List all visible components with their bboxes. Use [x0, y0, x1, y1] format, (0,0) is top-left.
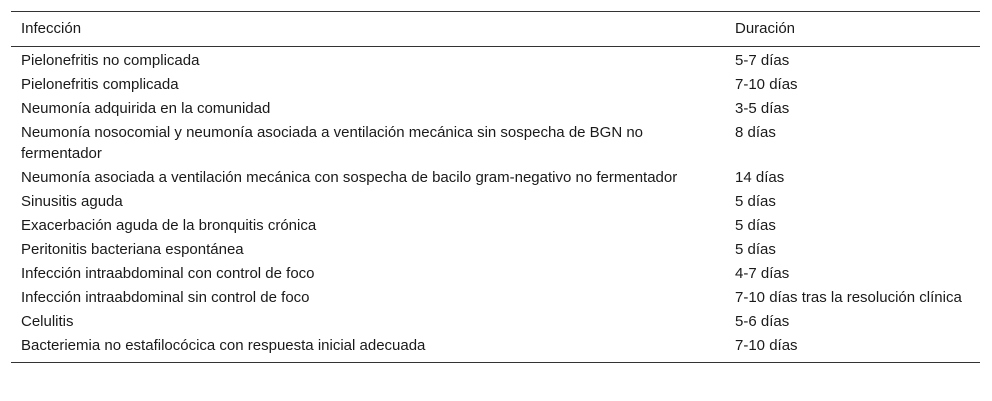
- table-row: [11, 97, 980, 121]
- table-row: [11, 166, 980, 190]
- duration-table-container: [11, 11, 980, 363]
- table-row: [11, 238, 980, 262]
- table-row: [11, 47, 980, 74]
- table-row: [11, 286, 980, 310]
- table-row: [11, 310, 980, 334]
- header-infection: Infección: [21, 20, 82, 37]
- table-body: [11, 47, 980, 363]
- infection-cell: Celulitis: [21, 313, 74, 330]
- table-row: [11, 262, 980, 286]
- infection-cell: Peritonitis bacteriana espontánea: [21, 241, 244, 258]
- duration-cell: 3-5 días: [735, 100, 790, 117]
- header-duration: Duración: [735, 20, 796, 37]
- duration-cell: 5-6 días: [735, 313, 790, 330]
- duration-cell: 7-10 días: [735, 76, 798, 93]
- infection-cell: Pielonefritis complicada: [21, 76, 179, 93]
- infection-cell: Neumonía asociada a ventilación mecánica con sospecha de bacilo gram-negativo no fermentador: [21, 169, 678, 186]
- infection-cell: Neumonía adquirida en la comunidad: [21, 100, 271, 117]
- infection-cell: Pielonefritis no complicada: [21, 52, 200, 69]
- infection-cell: Bacteriemia no estafilocócica con respuesta inicial adecuada: [21, 337, 426, 354]
- duration-cell: 7-10 días: [735, 337, 798, 354]
- duration-cell: 5 días: [735, 241, 776, 258]
- duration-cell: 5 días: [735, 193, 776, 210]
- infection-cell: Exacerbación aguda de la bronquitis crónica: [21, 217, 317, 234]
- duration-cell: 5 días: [735, 217, 776, 234]
- table-header-row: [11, 12, 980, 47]
- infection-cell: Infección intraabdominal con control de foco: [21, 265, 315, 282]
- duration-cell: 4-7 días: [735, 265, 790, 282]
- infection-duration-table: [11, 11, 980, 363]
- table-row: [11, 73, 980, 97]
- infection-cell: Neumonía nosocomial y neumonía asociada a ventilación mecánica sin sospecha de BGN no fermentador: [21, 124, 644, 162]
- table-row: [11, 334, 980, 363]
- table-row: [11, 121, 980, 166]
- duration-cell: 7-10 días tras la resolución clínica: [735, 289, 962, 306]
- duration-cell: 14 días: [735, 169, 785, 186]
- duration-cell: 8 días: [735, 124, 776, 141]
- duration-cell: 5-7 días: [735, 52, 790, 69]
- infection-cell: Sinusitis aguda: [21, 193, 123, 210]
- table-row: [11, 190, 980, 214]
- table-row: [11, 214, 980, 238]
- infection-cell: Infección intraabdominal sin control de foco: [21, 289, 310, 306]
